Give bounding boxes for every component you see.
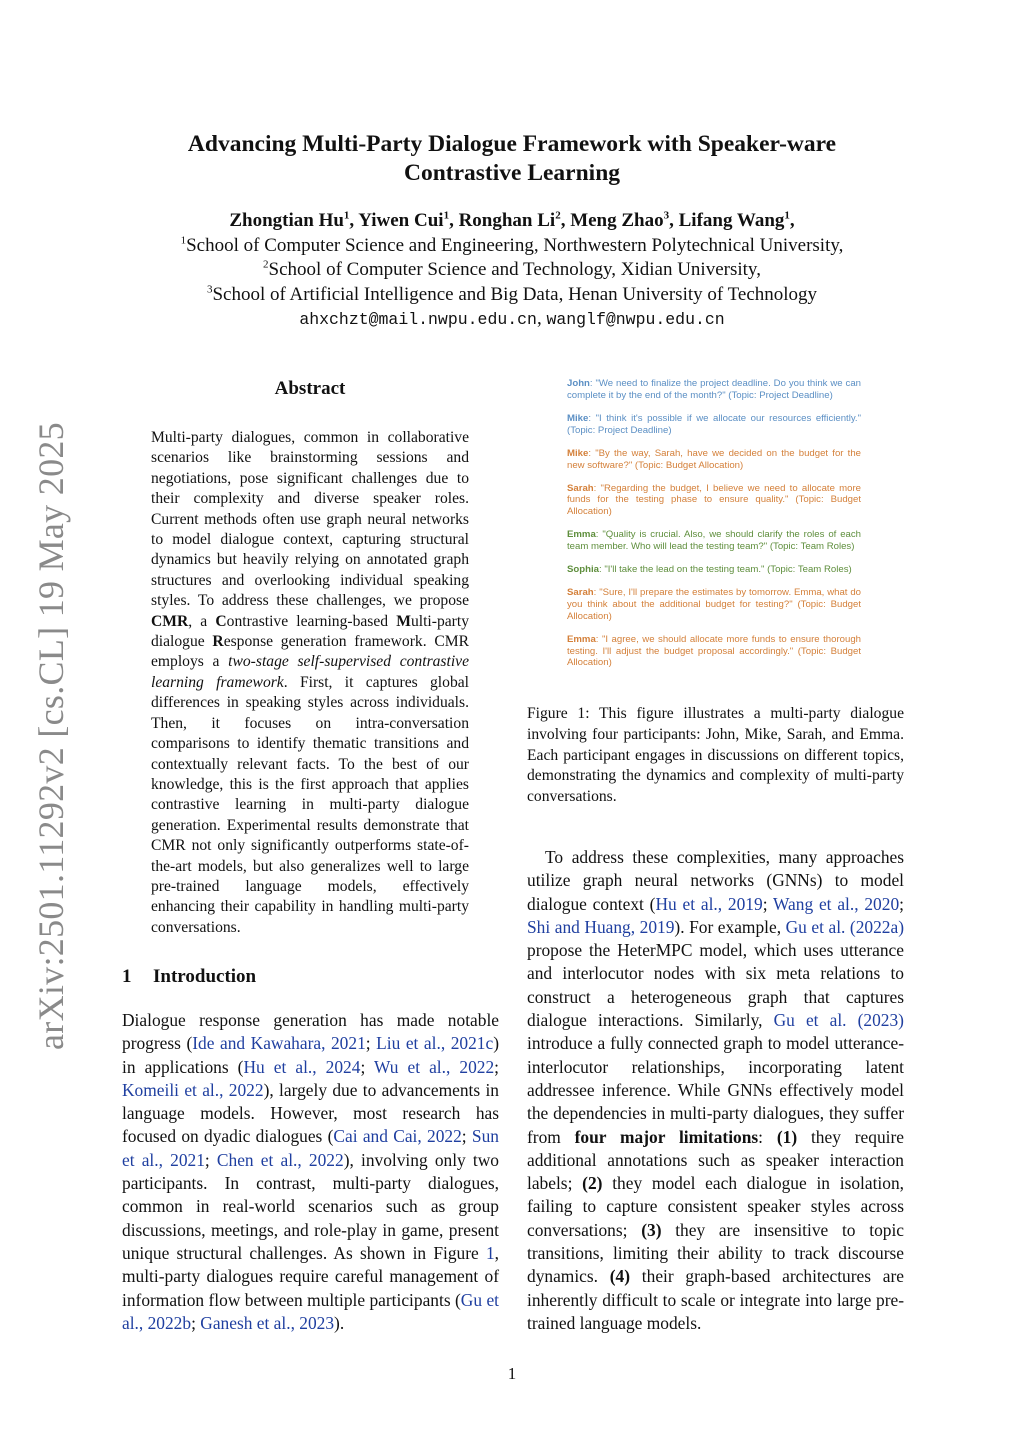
- dialogue-turn: [567, 448, 861, 471]
- body-text: ;: [762, 893, 774, 914]
- author-name: Ronghan Li: [458, 210, 556, 231]
- abstract-bold: CMR: [151, 612, 189, 630]
- dialogue-turn: [567, 529, 861, 552]
- utterance-text: : "I agree, we should allocate more funds to ensure thorough testing. I'll adjust the budget proposal accordingly." (Topic: Budget Allocation): [567, 634, 861, 669]
- affiliation-sup: 2: [263, 258, 269, 271]
- citation-link[interactable]: Gu et al., 2022b: [122, 1289, 499, 1333]
- citation-link[interactable]: Ide and Kawahara, 2021: [192, 1033, 366, 1054]
- email-separator: ,: [536, 308, 547, 329]
- utterance-text: : "Quality is crucial. Also, we should clarify the roles of each team member. Who will lead the testing team?" (Topic: Team Roles): [567, 529, 861, 553]
- body-text: ) in applications (: [122, 1033, 499, 1077]
- citation-link[interactable]: Komeili et al., 2022: [122, 1079, 264, 1100]
- body-text: ;: [461, 1126, 472, 1147]
- body-text: they require additional annotations such as speaker interaction labels;: [527, 1126, 904, 1194]
- citation-link[interactable]: Wang et al., 2020: [773, 893, 900, 914]
- body-text: ;: [494, 1056, 499, 1077]
- email-link[interactable]: wanglf@nwpu.edu.cn: [546, 310, 725, 329]
- author-affil-sup: 1: [343, 209, 350, 222]
- body-text: ).: [334, 1312, 345, 1333]
- body-text: they are insensitive to topic transitions, limiting their ability to track discourse dynamics.: [527, 1219, 905, 1287]
- speaker-name: Mike: [567, 447, 589, 459]
- author-affil-sup: 2: [555, 209, 561, 222]
- abstract-text: esponse generation framework. CMR employs a: [151, 633, 469, 671]
- body-text: ;: [899, 893, 904, 914]
- abstract-bold: M: [396, 612, 411, 630]
- abstract-body: [151, 428, 469, 938]
- section-title: Introduction: [153, 966, 257, 987]
- body-text: propose the HeterMPC model, which uses utterance and interlocutor nodes with six meta relations to construct a heterogeneous graph that captures dialogue interactions. Similarly,: [527, 940, 904, 1031]
- body-text: ). For example,: [674, 916, 786, 937]
- abstract-text: Multi-party dialogues, common in collaborative scenarios like brainstorming sessions and negotiations, pose significant challenges due to their complexity and diverse speaker roles. Current methods often use graph neural networks to model dialogue context, capturing structural dynamics but heavily relying on annotated graph structures and overlooking individual speaking styles. To address these challenges, we propose: [151, 429, 469, 610]
- body-text: To address these complexities, many approaches utilize graph neural networks (GNNs) to model dialogue context (: [527, 847, 904, 914]
- citation-link[interactable]: Chen et al., 2022: [216, 1149, 344, 1170]
- body-text: ;: [365, 1033, 377, 1054]
- email-line: [0, 307, 1024, 333]
- citation-link[interactable]: Cai and Cai, 2022: [333, 1126, 462, 1147]
- abstract-text: , a: [188, 612, 216, 630]
- speaker-name: John: [567, 378, 590, 389]
- author-name: Yiwen Cui: [358, 210, 444, 231]
- body-text: their graph-based architectures are inherently difficult to scale or integrate into large pre-trained language models.: [527, 1266, 904, 1333]
- citation-link[interactable]: Gu et al. (2023): [773, 1010, 904, 1031]
- title-line-2: Contrastive Learning: [403, 160, 621, 186]
- utterance-text: : "By the way, Sarah, have we decided on the budget for the new software?" (Topic: Budget Allocation): [567, 447, 861, 471]
- affiliation: [0, 283, 1024, 308]
- abstract-heading: Abstract: [274, 378, 346, 399]
- abstract-text: ontrastive learning-based: [226, 612, 397, 630]
- body-text: ), largely due to advancements in language models. However, most research has focused on dyadic dialogues (: [122, 1079, 500, 1147]
- affiliation: [0, 258, 1024, 283]
- bold-text: (4): [609, 1266, 631, 1287]
- citation-link[interactable]: Sun et al., 2021: [122, 1126, 499, 1170]
- title-line-1: Advancing Multi-Party Dialogue Framework with Speaker-ware: [187, 131, 837, 157]
- body-text: they model each dialogue in isolation, failing to capture consistent speaker styles across conversations;: [527, 1173, 904, 1240]
- speaker-name: Emma: [567, 634, 596, 646]
- section-heading: [122, 966, 256, 988]
- section-number: 1: [122, 966, 132, 987]
- dialogue-figure: [567, 378, 861, 681]
- speaker-name: Sophia: [567, 564, 599, 576]
- figure-ref-link[interactable]: 1: [485, 1242, 495, 1263]
- utterance-text: : "Regarding the budget, I believe we need to allocate more funds for the testing phase to ensure quality." (Topic: Budget Allocation): [567, 482, 861, 518]
- citation-link[interactable]: Gu et al. (2022a): [785, 916, 904, 937]
- bold-text: four major limitations: [574, 1126, 759, 1147]
- abstract-text: . First, it captures global differences in speaking styles across individuals. Then, it focuses on intra-conversation comparisons to identify thematic transitions and contextually relevant facts. To the best of our knowledge, this is the first approach that applies contrastive learning in multi-party dialogue generation. Experimental results demonstrate that CMR not only significantly outperforms state-of-the-art models, but also generalizes well to large pre-trained language models, effectively enhancing their capability in handling multi-party conversations.: [151, 673, 469, 936]
- body-text: , multi-party dialogues require careful management of information flow between multiple participants (: [122, 1242, 499, 1310]
- abstract-text: ulti-party dialogue: [151, 612, 469, 651]
- body-text: ;: [204, 1149, 217, 1170]
- dialogue-turn: [567, 483, 861, 518]
- dialogue-turn: [567, 564, 861, 576]
- abstract-bold: R: [212, 633, 224, 651]
- citation-link[interactable]: Liu et al., 2021c: [376, 1033, 494, 1054]
- dialogue-turn: [567, 634, 861, 669]
- abstract-bold: C: [215, 612, 227, 630]
- author-name: Lifang Wang: [678, 210, 785, 231]
- speaker-name: Mike: [567, 412, 589, 424]
- body-text: Dialogue response generation has made notable progress (: [122, 1010, 499, 1054]
- author-name: Meng Zhao: [570, 210, 664, 231]
- author-names: Zhongtian Hu$^1$, Yiwen Cui$^1$, Ronghan Li$^2$, Meng Zhao$^3$, Lifang Wang$^1$,: [229, 209, 795, 231]
- speaker-name: Emma: [567, 529, 596, 541]
- author-affil-sup: 1: [784, 209, 790, 222]
- bold-text: (2): [582, 1173, 603, 1194]
- arxiv-side-label: arXiv:2501.11292v2 [cs.CL] 19 May 2025: [31, 422, 71, 1050]
- page-number: 1: [507, 1364, 517, 1383]
- paper-title: [0, 130, 1024, 188]
- speaker-name: Sarah: [567, 587, 594, 599]
- affiliation-sup: 3: [206, 283, 213, 296]
- citation-link[interactable]: Ganesh et al., 2023: [200, 1312, 335, 1333]
- citation-link[interactable]: Shi and Huang, 2019: [527, 916, 675, 937]
- affiliation-sup: 1: [180, 234, 187, 247]
- speaker-name: Sarah: [567, 482, 594, 494]
- body-text: introduce a fully connected graph to model utterance-interlocutor relationships, incorporating latent addressee inference. While GNNs effectively model the dependencies in multi-party dialogues, they suffer from: [527, 1033, 904, 1147]
- intro-paragraph-right: [527, 846, 904, 1335]
- bold-text: (3): [641, 1219, 662, 1240]
- author-affil-sup: 3: [663, 209, 670, 222]
- citation-link[interactable]: Wu et al., 2022: [374, 1056, 495, 1077]
- dialogue-turn: [567, 378, 861, 401]
- figure-caption: Figure 1: This figure illustrates a multi-party dialogue involving four participants: John, Mike, Sarah, and Emma. Each participant engages in discussions on different topics, demonstrating the dynamics and complexity of multi-party conversations.: [527, 705, 904, 806]
- author-block: [0, 209, 1024, 333]
- dialogue-turn: [567, 413, 861, 436]
- affiliation-text: School of Artificial Intelligence and Big Data, Henan University of Technology: [212, 283, 818, 305]
- body-text: :: [758, 1126, 777, 1147]
- utterance-text: : "I think it's possible if we allocate our resources efficiently." (Topic: Project Deadline): [567, 412, 861, 436]
- bold-text: (1): [776, 1126, 798, 1147]
- utterance-text: : "We need to finalize the project deadline. Do you think we can complete it by the end of the month?" (Topic: Project Deadline): [567, 378, 861, 401]
- email-link[interactable]: ahxchzt@mail.nwpu.edu.cn: [299, 310, 537, 329]
- utterance-text: : "Sure, I'll prepare the estimates by tomorrow. Emma, what do you think about the additional budget for testing?" (Topic: Budget Allocation): [567, 587, 861, 622]
- intro-paragraph-left: [122, 1009, 499, 1335]
- affiliation-text: School of Computer Science and Technology, Xidian University,: [268, 259, 761, 280]
- body-text: ), involving only two participants. In contrast, multi-party dialogues, common in real-world scenarios such as group discussions, meetings, and role-play in game, present unique structural challenges. As shown in Figure: [122, 1149, 499, 1263]
- body-text: ;: [191, 1312, 201, 1333]
- citation-link[interactable]: Hu et al., 2019: [655, 893, 763, 914]
- affiliation: [0, 234, 1024, 259]
- utterance-text: : "I'll take the lead on the testing team." (Topic: Team Roles): [598, 564, 852, 576]
- author-affil-sup: 1: [443, 209, 450, 222]
- citation-link[interactable]: Hu et al., 2024: [243, 1056, 361, 1077]
- abstract-italic: two-stage self-supervised contrastive learning framework: [151, 653, 470, 691]
- dialogue-turn: [567, 587, 861, 622]
- affiliation-text: School of Computer Science and Engineering, Northwestern Polytechnical University,: [186, 234, 844, 256]
- author-name: Zhongtian Hu: [229, 210, 344, 231]
- body-text: ;: [360, 1056, 375, 1077]
